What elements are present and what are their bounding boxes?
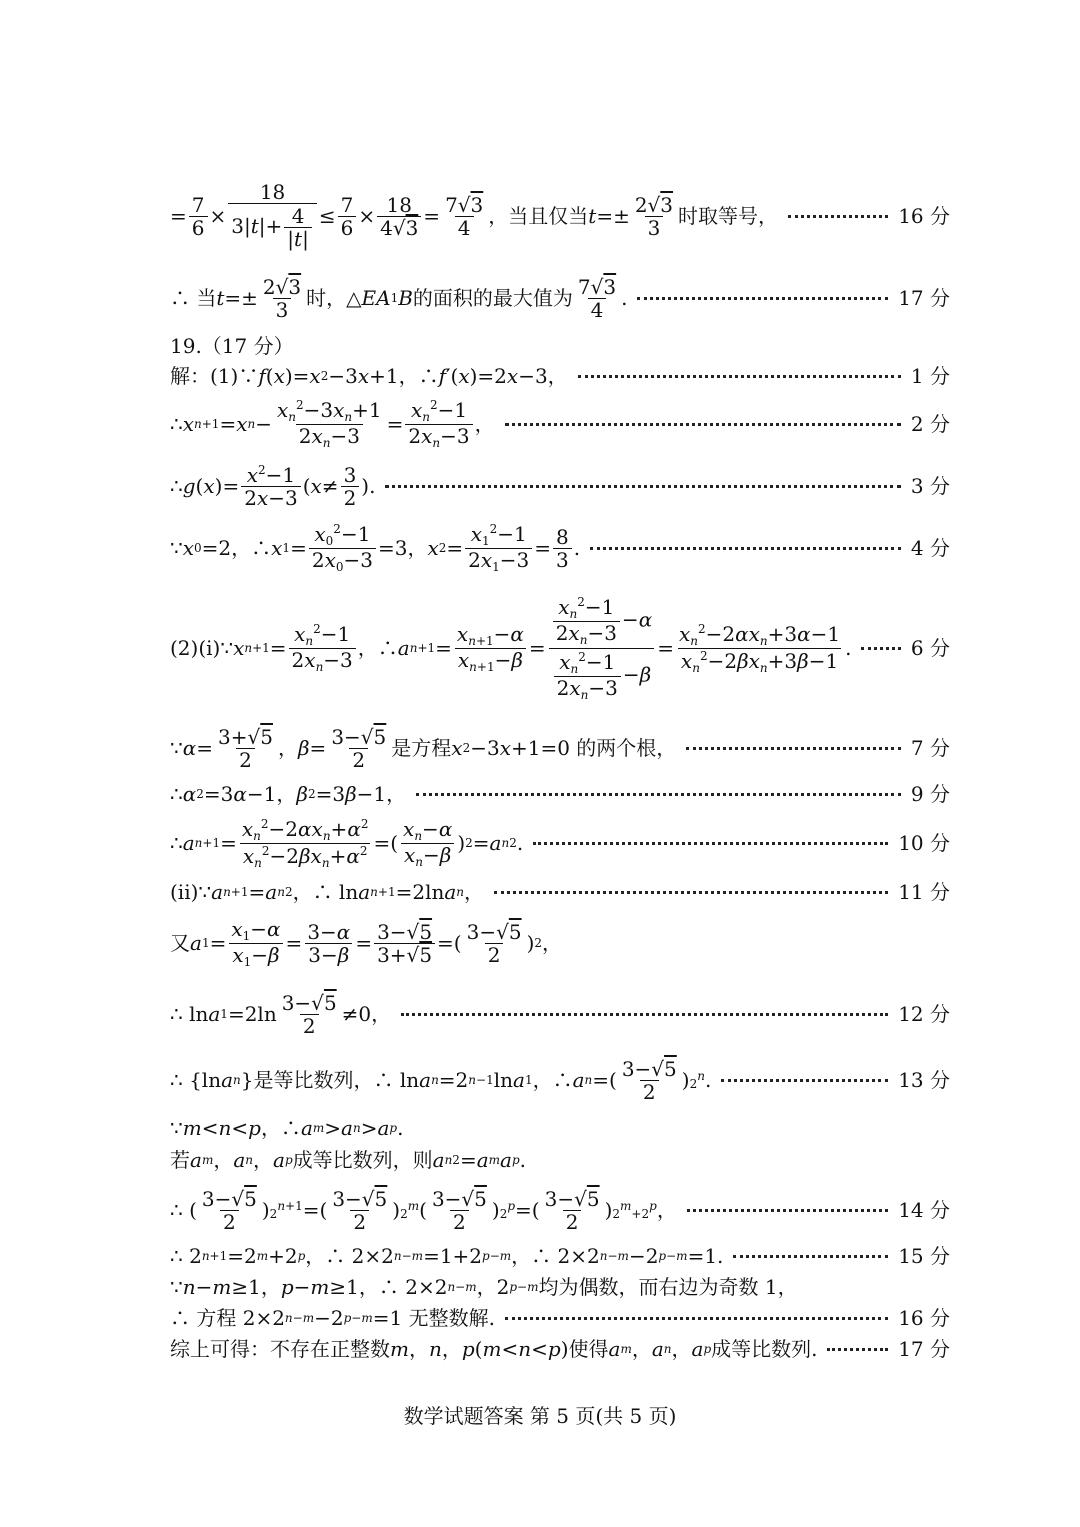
score-label: 16 分 [898,204,950,228]
score-label: 12 分 [898,1002,950,1026]
answer-line [170,816,950,870]
math-expression: (ii)∵ a n+1 = a n 2 ，∴ ln a n+1 =2ln a n ， [170,880,485,904]
answer-line [170,398,950,450]
math-expression: (2)(i)∵ x n+1 = $x_n^2-1$ $2x_n-3$ ，∴ a n+1 = $x_{n+1}-\alpha$ $x_{n+1}-\beta$ = $\frac{x_n^2-1}{2x_n-3}$ −α $\frac{x_n^2-1}{2x_n-3}$ −β = $x_n^2-2\alpha x_n+3\alpha-1$ $x_n^2-2\beta x_n+3\beta-1$ . [170,594,852,702]
answer-line [170,722,950,774]
math-expression: ∴ 方程 2×2 n−m −2 p−m =1 无整数解. [170,1306,495,1330]
answer-line [170,272,950,324]
math-expression: ∴ a n+1 = $x_n^2-2\alpha x_n+\alpha^2$ $x_n^2-2\beta x_n+\alpha^2$ =( $x_n-\alpha$ $x_n-\beta$ ) 2 = a n 2 . [170,816,524,870]
score-label: 2 分 [910,412,950,436]
score-label: 17 分 [898,1337,950,1361]
math-expression: = 7 6 × 18 3|t|+ $\frac{4}{|t|}$ ≤ 7 6 × 18 4√3 = 7√3 4 ，当且仅当 t =± 2√3 3 时取等号， [170,180,779,251]
leader-dots [401,1013,888,1016]
score-label: 4 分 [910,536,950,560]
math-expression: 19.（17 分） [170,334,294,358]
answer-line [170,1054,950,1106]
leader-dots [733,1255,888,1258]
score-label: 17 分 [898,286,950,310]
answer-line [170,588,950,708]
answer-line [170,914,950,972]
leader-dots [721,1079,888,1082]
math-expression: ∴ g ( x )= $x^2-1$ 2x−3 ( x ≠ 3 2 ). [170,462,376,510]
leader-dots [385,485,900,488]
score-label: 10 分 [898,831,950,855]
answer-line [170,1306,950,1330]
leader-dots [494,891,888,894]
score-label: 3 分 [910,474,950,498]
answer-line [170,1184,950,1236]
answer-line [170,782,950,806]
leader-dots [416,793,901,796]
answer-line [170,988,950,1040]
answer-line [170,522,950,574]
math-expression: 解：(1)∵ f ( x )= x 2 −3 x +1，∴ f ′( x )=2 x −3， [170,364,568,388]
math-expression: ∴ {ln a n }是等比数列，∴ ln a n =2 n−1 ln a 1 ，∴ a n =( 3−√5 2 ) 2$^n$ . [170,1056,712,1104]
math-expression: ∴ 2 n+1 =2 m +2 p ，∴ 2×2 n−m =1+2 p−m ，∴ 2×2 n−m −2 p−m =1. [170,1244,724,1268]
question-heading [170,334,950,358]
math-expression: 若 a m ， a n ， a p 成等比数列，则 a n 2 = a m a p . [170,1148,527,1172]
score-label: 9 分 [910,782,950,806]
leader-dots [637,297,888,300]
leader-dots [505,1317,888,1320]
score-label: 6 分 [910,636,950,660]
math-expression: ∴ 当 t =± 2√3 3 时，△ EA 1 B 的面积的最大值为 7√3 4 . [170,274,628,322]
answer-line [170,880,950,904]
leader-dots [505,423,901,426]
score-label: 7 分 [910,736,950,760]
leader-dots [687,1209,888,1212]
score-label: 16 分 [898,1306,950,1330]
math-expression: ∵ m < n < p ，∴ a m > a n > a p . [170,1116,404,1140]
math-expression: ∵ x 0 =2，∴ x 1 = $x_0^2-1$ $2x_0-3$ =3， x 2 = $x_1^2-1$ $2x_1-3$ = 8 3 . [170,522,581,574]
math-expression: ∴ ( 3−√5 2 ) $2^{n+1}$ =( 3−√5 2 ) 2$^m$ ( 3−√5 2 ) 2$^p$ =( 3−√5 2 ) $2^m+2^p$ ， [170,1186,677,1234]
leader-dots [861,647,900,650]
answer-line [170,1337,950,1361]
math-expression: 又 a 1 = $x_1-\alpha$ $x_1-\beta$ = 3−α 3−β = 3−√5 3+√5 =( 3−√5 2 ) 2 ， [170,916,563,969]
math-expression: ∵ α = 3+√5 2 ， β = 3−√5 2 是方程 x 2 −3 x +1=0 的两个根， [170,724,677,772]
answer-line [170,178,950,254]
math-expression: ∴ x n+1 = x n − $x_n^2-3x_n+1$ $2x_n-3$ = $x_n^2-1$ $2x_n-3$ ， [170,398,495,450]
leader-dots [788,215,888,218]
score-label: 11 分 [898,880,950,904]
score-label: 1 分 [910,364,950,388]
leader-dots [686,747,901,750]
answer-line [170,460,950,512]
answer-line [170,364,950,388]
page-footer: 数学试题答案 第 5 页(共 5 页) [403,1404,677,1428]
math-expression: ∴ ln a 1 =2ln 3−√5 2 ≠0， [170,990,392,1038]
answer-line [170,1148,950,1172]
answer-line [170,1116,950,1140]
leader-dots [827,1348,888,1351]
leader-dots [590,547,901,550]
math-expression: ∴ α 2 =3 α −1， β 2 =3 β −1， [170,782,407,806]
leader-dots [578,375,901,378]
math-expression: 综上可得：不存在正整数 m ， n ， p ( m < n < p )使得 a m ， a n ， a p 成等比数列. [170,1337,818,1361]
leader-dots [533,842,888,845]
score-label: 15 分 [898,1244,950,1268]
score-label: 14 分 [898,1198,950,1222]
answer-line [170,1275,950,1299]
math-expression: ∵ n − m ≥1， p − m ≥1，∴ 2×2 n−m ，2 p−m 均为偶数，而右边为奇数 1， [170,1275,798,1299]
answer-line [170,1244,950,1268]
score-label: 13 分 [898,1068,950,1092]
